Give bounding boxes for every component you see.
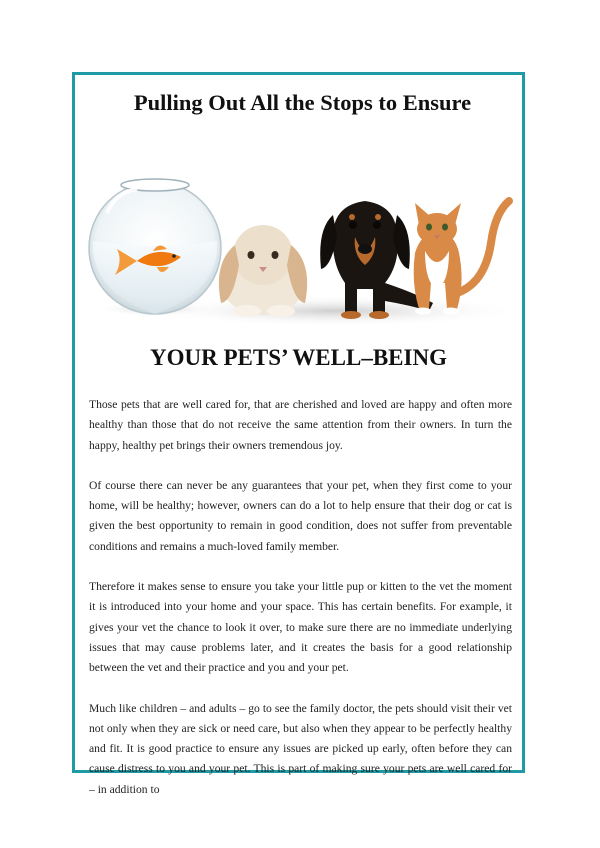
paragraph: Therefore it makes sense to ensure you take your little pup or kitten to the vet the moment it is introduced into your home and your space. This has certain benefits. For example, it gives your vet the chance to look it over, to make sure there are no immediate underlying issues that may cause problems later, and it creates the basis for a good relationship between the vet and their practice and you and your pet. bbox=[89, 580, 512, 675]
rabbit-icon bbox=[219, 225, 307, 317]
paragraph: Those pets that are well cared for, that are cherished and loved are happy and often more healthy than those that do not receive the same attention from their owners. In turn the happy, healthy pet brings their owners tremendous joy. bbox=[89, 398, 512, 452]
article-body bbox=[89, 395, 512, 820]
page-subtitle: YOUR PETS’ WELL–BEING bbox=[150, 345, 447, 370]
page-border-frame bbox=[72, 72, 525, 796]
fishbowl-icon bbox=[89, 179, 221, 316]
paragraph: Of course there can never be any guarantees that your pet, when they first come to your home, will be healthy; however, owners can do a lot to help ensure that their dog or cat is given the best opportunity to remain in good condition, does not suffer from preventable conditions and remains a much-loved family member. bbox=[89, 478, 512, 553]
cat-icon bbox=[414, 201, 509, 315]
paragraph: Much like children – and adults – go to see the family doctor, the pets should visit their vet not only when they are sick or need care, but also when they appear to be perfectly healthy and fit. It is good practice to ensure any issues are picked up early, often before they can cause distress to you and your pet. This is part of making sure your pets are well cared for – in addition to bbox=[89, 701, 512, 796]
page-title: Pulling Out All the Stops to Ensure bbox=[133, 90, 472, 115]
pets-illustration bbox=[85, 133, 515, 338]
